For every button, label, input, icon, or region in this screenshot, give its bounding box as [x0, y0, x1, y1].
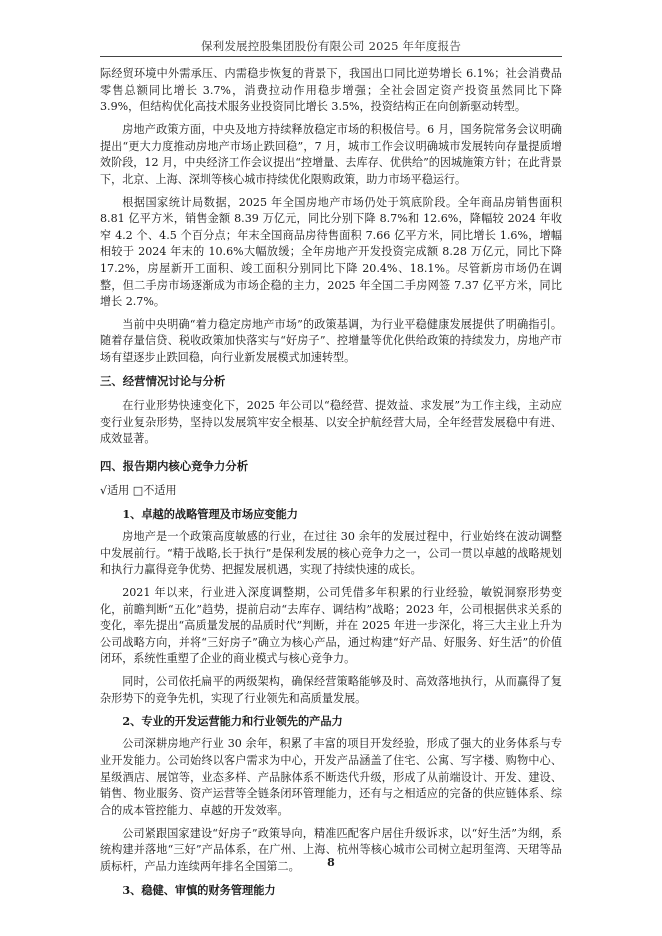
header-divider [100, 56, 562, 57]
paragraph-policy: 房地产政策方面，中央及地方持续释放稳定市场的积极信号。6 月，国务院常务会议明确提出“更大力度推动房地产市场止跌回稳”，7 月，城市工作会议明确城市发展转向存量提质增效阶段，12 月，中央经济工作会议提出“控增量、去库存、优供给”的因城施策方针；在此背景下，北京、上海、深圳等核心城市持续优化限购政策，助力市场平稳运行。 [100, 122, 562, 186]
paragraph-development-2: 公司紧跟国家建设“好房子”政策导向，精准匹配客户居住升级诉求，以“好生活”为纲，系统构建并落地“三好”产品体系，在广州、上海、杭州等核心城市公司树立起玥玺湾、天珺等品质标杆，产品力连续两年排名全国第二。 [100, 826, 562, 873]
page-body [100, 66, 562, 905]
section-title-operations: 三、经营情况讨论与分析 [100, 373, 226, 388]
section-title-competitiveness: 四、报告期内核心竞争力分析 [100, 458, 249, 473]
paragraph-strategy-3: 同时，公司依托扁平的两级架构，确保经营策略能够及时、高效落地执行，从而赢得了复杂形势下的竞争先机，实现了行业领先和高质量发展。 [100, 675, 562, 705]
paragraph-development-1: 公司深耕房地产行业 30 余年，积累了丰富的项目开发经验，形成了强大的业务体系与专业开发能力。公司始终以客户需求为中心，开发产品涵盖了住宅、公寓、写字楼、购物中心、星级酒店、展馆等，业态多样、产品脉体系不断迭代升级，形成了从前端设计、开发、建设、销售、物业服务、资产运营等全链条闭环管理能力，还有与之相适应的完备的供应链体系、综合的成本管控能力、卓越的开发效率。 [100, 737, 562, 817]
page-header: 保利发展控股集团股份有限公司 2025 年年度报告 [200, 39, 462, 53]
paragraph-strategy-2: 2021 年以来，行业进入深度调整期，公司凭借多年积累的行业经验，敏锐洞察形势变化，前瞻判断“五化”趋势，提前启动“去库存、调结构”战略；2023 年，公司根据供求关系的变化，率先提出“高质量发展的品质时代”判断，并在 2025 年进一步深化，将三大主业上升为公司战略方向，并将“三好房子”确立为核心产品，通过构建“好产品、好服务、好生活”的价值闭环，系统性重塑了企业的商业模式与核心竞争力。 [100, 585, 562, 666]
subsection-title-development: 2、专业的开发运营能力和行业领先的产品力 [122, 714, 343, 729]
paragraph-outlook: 当前中央明确“着力稳定房地产市场”的政策基调，为行业平稳健康发展提供了明确指引。随着存量信贷、税收政策加快落实与“好房子”、控增量等优化供给政策的持续发力，房地产市场有望逐步止跌回稳，向行业新发展模式加速转型。 [100, 317, 562, 365]
subsection-title-strategy: 1、卓越的战略管理及市场应变能力 [122, 506, 298, 521]
paragraph-strategy-1: 房地产是一个政策高度敏感的行业，在过往 30 余年的发展过程中，行业始终在波动调整中发展前行。“精于战略,长于执行”是保利发展的核心竞争力之一，公司一贯以卓越的战略规划和执行力赢得竞争优势、把握发展机遇，实现了持续快速的成长。 [100, 529, 562, 577]
subsection-title-finance: 3、稳健、审慎的财务管理能力 [122, 882, 276, 897]
paragraph-operations: 在行业形势快速变化下，2025 年公司以“稳经营、提效益、求发展”为工作主线，主动应变行业复杂形势，坚持以发展筑牢安全根基、以安全护航经营大局，全年经营发展稳中有进、成效显著。 [100, 398, 562, 446]
paragraph-statistics: 根据国家统计局数据，2025 年全国房地产市场仍处于筑底阶段。全年商品房销售面积 8.81 亿平方米，销售金额 8.39 万亿元，同比分别下降 8.7%和 12.6%，降幅较 2024 年收窄 4.2 个、4.5 个百分点；年末全国商品房待售面积 7.66 亿平方米，同比增长 1.6%，增幅相较于 2024 年末的 10.6%大幅放缓；全年房地产开发投资完成额 8.28 万亿元，同比下降 17.2%，房屋新开工面积、竣工面积分别同比下降 20.4%、18.1%。尽管新房市场仍在调整，但二手房市场逐渐成为市场企稳的主力，2025 年全国二手房网签 7.37 亿平方米，同比增长 2.7%。 [100, 195, 562, 309]
page-number: 8 [327, 856, 335, 869]
applicability-checkbox: √适用 □不适用 [100, 484, 177, 497]
paragraph-macro-economy: 际经贸环境中外需承压、内需稳步恢复的背景下，我国出口同比逆势增长 6.1%；社会消费品零售总额同比增长 3.7%，消费拉动作用稳步增强；全社会固定资产投资虽然同比下降 3.9%，但结构优化高技术服务业投资同比增长 3.5%，投资结构正在向创新驱动转型。 [100, 67, 562, 114]
